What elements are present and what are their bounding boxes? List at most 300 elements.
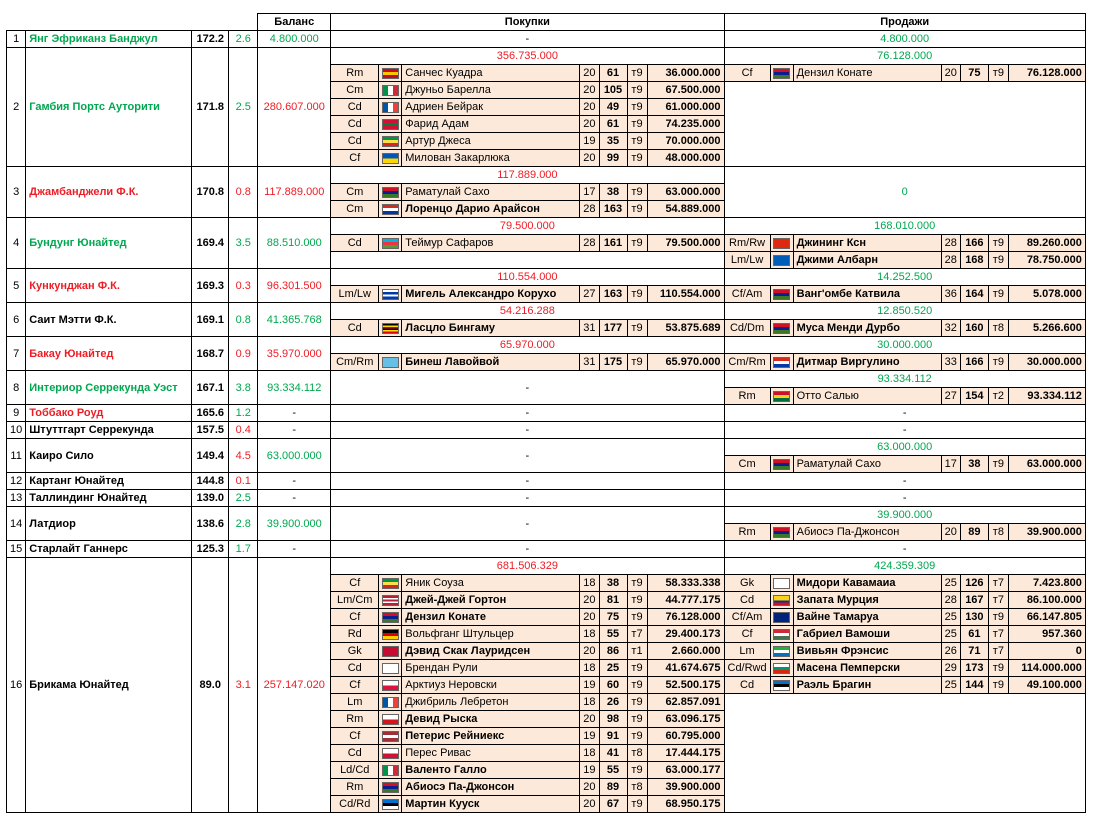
player-position: Cf (331, 677, 379, 694)
player-price: 70.000.000 (647, 133, 724, 150)
player-tier: т9 (988, 456, 1008, 473)
flag-cell (379, 354, 402, 371)
club-row (7, 405, 1086, 422)
italy-flag-icon (382, 765, 399, 776)
player-ca: 26 (599, 694, 627, 711)
player-name: Петерис Рейниекс (402, 728, 580, 745)
player-age: 20 (580, 99, 599, 116)
club-rank: 8 (7, 371, 26, 405)
player-tier: т7 (627, 626, 647, 643)
player-tier: т9 (627, 354, 647, 371)
player-tier: т9 (627, 728, 647, 745)
player-age: 27 (580, 286, 599, 303)
club-delta: 3.8 (229, 371, 258, 405)
player-ca: 71 (960, 643, 988, 660)
hungary-flag-icon (773, 629, 790, 640)
player-price: 78.750.000 (1008, 252, 1085, 269)
club-rank: 16 (7, 558, 26, 813)
gambia-flag-icon (773, 459, 790, 470)
player-price: 5.078.000 (1008, 286, 1085, 303)
player-age: 20 (580, 643, 599, 660)
player-age: 19 (580, 762, 599, 779)
flag-cell (379, 779, 402, 796)
player-age: 20 (580, 711, 599, 728)
player-age: 31 (580, 354, 599, 371)
ghana-flag-icon (773, 391, 790, 402)
club-balance: - (258, 405, 331, 422)
flag-cell (379, 796, 402, 813)
player-tier: т9 (627, 99, 647, 116)
club-delta: 1.7 (229, 541, 258, 558)
club-name: Гамбия Портс Ауторити (26, 48, 192, 167)
player-ca: 166 (960, 235, 988, 252)
club-row (7, 303, 1086, 320)
flag-cell (379, 660, 402, 677)
player-price: 30.000.000 (1008, 354, 1085, 371)
player-name: Абиосэ Па-Джонсон (793, 524, 941, 541)
club-rank: 4 (7, 218, 26, 269)
club-name: Старлайт Ганнерс (26, 541, 192, 558)
player-age: 18 (580, 575, 599, 592)
poland-flag-icon (382, 680, 399, 691)
player-price: 54.889.000 (647, 201, 724, 218)
player-age: 26 (941, 643, 960, 660)
paraguay-flag-icon (382, 204, 399, 215)
maldives-flag-icon (382, 119, 399, 130)
player-position: Rm (724, 524, 770, 541)
player-tier: т9 (627, 184, 647, 201)
player-tier: т8 (627, 745, 647, 762)
denmark-flag-icon (382, 646, 399, 657)
player-ca: 154 (960, 388, 988, 405)
club-rank: 3 (7, 167, 26, 218)
empty-cell (724, 82, 1085, 167)
gambia-flag-icon (773, 289, 790, 300)
player-tier: т9 (988, 286, 1008, 303)
player-position: Cd (331, 116, 379, 133)
player-tier: т7 (988, 643, 1008, 660)
sales-header: Продажи (724, 14, 1085, 31)
player-age: 18 (580, 626, 599, 643)
player-ca: 49 (599, 99, 627, 116)
club-rating: 169.4 (192, 218, 229, 269)
club-rating: 138.6 (192, 507, 229, 541)
player-name: Артур Джеса (402, 133, 580, 150)
club-rating: 157.5 (192, 422, 229, 439)
transfers-table (6, 13, 1086, 813)
header-row (7, 14, 1086, 31)
player-tier: т7 (988, 592, 1008, 609)
club-name: Тоббако Роуд (26, 405, 192, 422)
player-price: 36.000.000 (647, 65, 724, 82)
player-name: Ванг'омбе Катвила (793, 286, 941, 303)
sales-total: 424.359.309 (724, 558, 1085, 575)
player-position: Cm (331, 82, 379, 99)
player-ca: 163 (599, 201, 627, 218)
player-name: Запата Мурция (793, 592, 941, 609)
player-ca: 89 (960, 524, 988, 541)
player-name: Раматулай Сахо (793, 456, 941, 473)
flag-cell (379, 99, 402, 116)
purchases-total: - (331, 541, 724, 558)
club-row (7, 490, 1086, 507)
newzealand-flag-icon (773, 612, 790, 623)
player-position: Cf (331, 150, 379, 167)
player-ca: 105 (599, 82, 627, 99)
player-position: Cf (724, 626, 770, 643)
player-name: Раэль Брагин (793, 677, 941, 694)
player-position: Cd/Dm (724, 320, 770, 337)
player-tier: т9 (627, 711, 647, 728)
flag-cell (379, 116, 402, 133)
player-tier: т9 (988, 235, 1008, 252)
player-position: Rm (331, 65, 379, 82)
player-position: Cf/Am (724, 609, 770, 626)
club-row (7, 422, 1086, 439)
club-rank: 9 (7, 405, 26, 422)
player-tier: т9 (988, 354, 1008, 371)
flag-cell (379, 235, 402, 252)
player-position: Gk (331, 643, 379, 660)
player-price: 62.857.091 (647, 694, 724, 711)
player-age: 20 (580, 609, 599, 626)
purchases-total: 356.735.000 (331, 48, 724, 65)
italy-flag-icon (382, 85, 399, 96)
player-age: 20 (580, 150, 599, 167)
flag-cell (770, 524, 793, 541)
club-row (7, 439, 1086, 456)
player-ca: 86 (599, 643, 627, 660)
player-price: 41.674.675 (647, 660, 724, 677)
player-tier: т9 (627, 235, 647, 252)
player-price: 63.000.000 (647, 184, 724, 201)
flag-cell (770, 609, 793, 626)
player-ca: 175 (599, 354, 627, 371)
flag-cell (770, 660, 793, 677)
club-delta: 2.8 (229, 507, 258, 541)
player-price: 5.266.600 (1008, 320, 1085, 337)
club-row (7, 48, 1086, 65)
player-age: 18 (580, 660, 599, 677)
sales-total: 76.128.000 (724, 48, 1085, 65)
flag-cell (770, 592, 793, 609)
player-ca: 164 (960, 286, 988, 303)
player-age: 28 (941, 235, 960, 252)
club-name: Каиро Сило (26, 439, 192, 473)
player-tier: т9 (988, 677, 1008, 694)
paraguay-flag-icon (773, 357, 790, 368)
player-price: 60.795.000 (647, 728, 724, 745)
player-position: Cd/Rwd (724, 660, 770, 677)
player-tier: т8 (627, 779, 647, 796)
player-ca: 144 (960, 677, 988, 694)
sales-total: - (724, 490, 1085, 507)
player-position: Lm (724, 643, 770, 660)
player-name: Перес Ривас (402, 745, 580, 762)
player-tier: т9 (627, 150, 647, 167)
player-position: Rd (331, 626, 379, 643)
player-position: Cm (331, 184, 379, 201)
player-price: 48.000.000 (647, 150, 724, 167)
player-name: Бинеш Лавойвой (402, 354, 580, 371)
player-name: Милован Закарлюка (402, 150, 580, 167)
player-ca: 75 (960, 65, 988, 82)
player-tier: т9 (988, 609, 1008, 626)
sierraleone-flag-icon (773, 646, 790, 657)
club-rank: 14 (7, 507, 26, 541)
estonia-flag-icon (382, 799, 399, 810)
purchases-total: 117.889.000 (331, 167, 724, 184)
purchases-total: - (331, 31, 724, 48)
purchases-total: 54.216.288 (331, 303, 724, 320)
flag-cell (379, 626, 402, 643)
club-row (7, 218, 1086, 235)
player-position: Lm/Lw (331, 286, 379, 303)
player-position: Cd (331, 235, 379, 252)
club-row (7, 337, 1086, 354)
flag-cell (379, 677, 402, 694)
player-ca: 41 (599, 745, 627, 762)
purchases-total: - (331, 422, 724, 439)
player-age: 28 (941, 252, 960, 269)
club-row (7, 473, 1086, 490)
player-position: Cm (724, 456, 770, 473)
club-delta: 0.3 (229, 269, 258, 303)
club-rank: 11 (7, 439, 26, 473)
flag-cell (770, 320, 793, 337)
flag-cell (379, 745, 402, 762)
club-balance: 4.800.000 (258, 31, 331, 48)
player-age: 20 (580, 592, 599, 609)
player-name: Дензил Конате (793, 65, 941, 82)
player-position: Cm/Rm (331, 354, 379, 371)
player-price: 39.900.000 (647, 779, 724, 796)
player-position: Cd (331, 745, 379, 762)
club-rating: 171.8 (192, 48, 229, 167)
player-ca: 130 (960, 609, 988, 626)
sales-total: - (724, 405, 1085, 422)
club-balance: 93.334.112 (258, 371, 331, 405)
player-tier: т2 (988, 388, 1008, 405)
flag-cell (379, 201, 402, 218)
club-delta: 1.2 (229, 405, 258, 422)
flag-cell (770, 286, 793, 303)
club-balance: 41.365.768 (258, 303, 331, 337)
player-name: Отто Салью (793, 388, 941, 405)
estonia-flag-icon (773, 680, 790, 691)
flag-cell (379, 286, 402, 303)
player-name: Лоренцо Дарио Арайсон (402, 201, 580, 218)
player-position: Rm/Rw (724, 235, 770, 252)
player-price: 53.875.689 (647, 320, 724, 337)
germany-flag-icon (382, 629, 399, 640)
player-position: Lm (331, 694, 379, 711)
gambia-flag-icon (773, 68, 790, 79)
player-age: 20 (941, 65, 960, 82)
player-price: 63.000.177 (647, 762, 724, 779)
flag-cell (379, 592, 402, 609)
club-balance: 63.000.000 (258, 439, 331, 473)
player-price: 49.100.000 (1008, 677, 1085, 694)
sales-total: 4.800.000 (724, 31, 1085, 48)
player-name: Ласцло Бингаму (402, 320, 580, 337)
player-ca: 160 (960, 320, 988, 337)
player-ca: 177 (599, 320, 627, 337)
club-balance: 39.900.000 (258, 507, 331, 541)
player-tier: т9 (988, 660, 1008, 677)
flag-cell (770, 456, 793, 473)
club-name: Брикама Юнайтед (26, 558, 192, 813)
player-name: Мигель Александро Коруxo (402, 286, 580, 303)
player-tier: т9 (627, 677, 647, 694)
player-ca: 81 (599, 592, 627, 609)
player-ca: 35 (599, 133, 627, 150)
player-name: Фарид Адам (402, 116, 580, 133)
player-tier: т8 (988, 320, 1008, 337)
player-age: 25 (941, 677, 960, 694)
flag-cell (379, 728, 402, 745)
sales-total: - (724, 541, 1085, 558)
flag-cell (379, 762, 402, 779)
player-position: Cf (331, 609, 379, 626)
player-name: Девид Рыска (402, 711, 580, 728)
club-row (7, 558, 1086, 575)
player-name: Санчес Куадра (402, 65, 580, 82)
player-position: Cd (724, 592, 770, 609)
flag-cell (379, 184, 402, 201)
club-balance: - (258, 490, 331, 507)
club-rank: 5 (7, 269, 26, 303)
player-price: 79.500.000 (647, 235, 724, 252)
player-ca: 60 (599, 677, 627, 694)
player-age: 28 (580, 201, 599, 218)
club-balance: 35.970.000 (258, 337, 331, 371)
player-age: 29 (941, 660, 960, 677)
player-ca: 55 (599, 762, 627, 779)
player-name: Джининг Ксн (793, 235, 941, 252)
player-price: 39.900.000 (1008, 524, 1085, 541)
club-rating: 144.8 (192, 473, 229, 490)
club-row (7, 541, 1086, 558)
player-price: 76.128.000 (1008, 65, 1085, 82)
player-ca: 55 (599, 626, 627, 643)
purchases-total: - (331, 507, 724, 541)
player-price: 66.147.805 (1008, 609, 1085, 626)
club-rating: 167.1 (192, 371, 229, 405)
club-delta: 2.5 (229, 48, 258, 167)
flag-cell (770, 626, 793, 643)
empty-cell (724, 694, 1085, 813)
player-age: 20 (580, 779, 599, 796)
player-age: 32 (941, 320, 960, 337)
club-balance: - (258, 422, 331, 439)
player-price: 0 (1008, 643, 1085, 660)
player-tier: т9 (988, 252, 1008, 269)
player-tier: т9 (627, 65, 647, 82)
player-position: Cf (331, 575, 379, 592)
player-price: 2.660.000 (647, 643, 724, 660)
club-rating: 139.0 (192, 490, 229, 507)
player-name: Раматулай Сахо (402, 184, 580, 201)
player-name: Яник Соуза (402, 575, 580, 592)
club-delta: 4.5 (229, 439, 258, 473)
player-position: Cd (331, 660, 379, 677)
player-price: 76.128.000 (647, 609, 724, 626)
player-name: Абиосэ Па-Джонсон (402, 779, 580, 796)
player-tier: т9 (627, 694, 647, 711)
china-flag-icon (773, 238, 790, 249)
bulgaria-flag-icon (773, 663, 790, 674)
player-position: Rm (331, 779, 379, 796)
player-name: Джуньо Барелла (402, 82, 580, 99)
player-age: 28 (580, 235, 599, 252)
club-name: Янг Эфриканз Банджул (26, 31, 192, 48)
player-price: 63.096.175 (647, 711, 724, 728)
club-rating: 149.4 (192, 439, 229, 473)
player-position: Rm (724, 388, 770, 405)
player-price: 86.100.000 (1008, 592, 1085, 609)
player-price: 89.260.000 (1008, 235, 1085, 252)
player-ca: 89 (599, 779, 627, 796)
club-rank: 13 (7, 490, 26, 507)
club-rating: 165.6 (192, 405, 229, 422)
uganda-flag-icon (382, 323, 399, 334)
player-ca: 166 (960, 354, 988, 371)
player-position: Cm/Rm (724, 354, 770, 371)
player-price: 7.423.800 (1008, 575, 1085, 592)
club-name: Бакау Юнайтед (26, 337, 192, 371)
player-ca: 91 (599, 728, 627, 745)
club-row (7, 507, 1086, 524)
club-balance: 280.607.000 (258, 48, 331, 167)
player-price: 65.970.000 (647, 354, 724, 371)
player-price: 52.500.175 (647, 677, 724, 694)
player-position: Cd (331, 99, 379, 116)
club-rating: 168.7 (192, 337, 229, 371)
club-rating: 89.0 (192, 558, 229, 813)
player-position: Cf (331, 728, 379, 745)
flag-cell (379, 643, 402, 660)
club-row (7, 269, 1086, 286)
player-age: 20 (580, 82, 599, 99)
player-position: Cf (724, 65, 770, 82)
player-ca: 38 (599, 184, 627, 201)
purchases-total: - (331, 439, 724, 473)
player-name: Дитмар Виргулино (793, 354, 941, 371)
player-age: 20 (580, 65, 599, 82)
player-tier: т9 (627, 762, 647, 779)
player-name: Мидори Кавамаиа (793, 575, 941, 592)
congo-flag-icon (382, 136, 399, 147)
player-tier: т9 (627, 82, 647, 99)
player-age: 19 (580, 133, 599, 150)
flag-cell (770, 643, 793, 660)
purchases-total: 110.554.000 (331, 269, 724, 286)
player-name: Теймур Сафаров (402, 235, 580, 252)
player-ca: 98 (599, 711, 627, 728)
club-rating: 170.8 (192, 167, 229, 218)
player-position: Gk (724, 575, 770, 592)
player-position: Ld/Cd (331, 762, 379, 779)
player-name: Габриел Вамоши (793, 626, 941, 643)
flag-cell (770, 388, 793, 405)
club-delta: 0.1 (229, 473, 258, 490)
player-ca: 75 (599, 609, 627, 626)
player-price: 67.500.000 (647, 82, 724, 99)
sales-total: 63.000.000 (724, 439, 1085, 456)
player-name: Валенто Галло (402, 762, 580, 779)
flag-cell (770, 235, 793, 252)
